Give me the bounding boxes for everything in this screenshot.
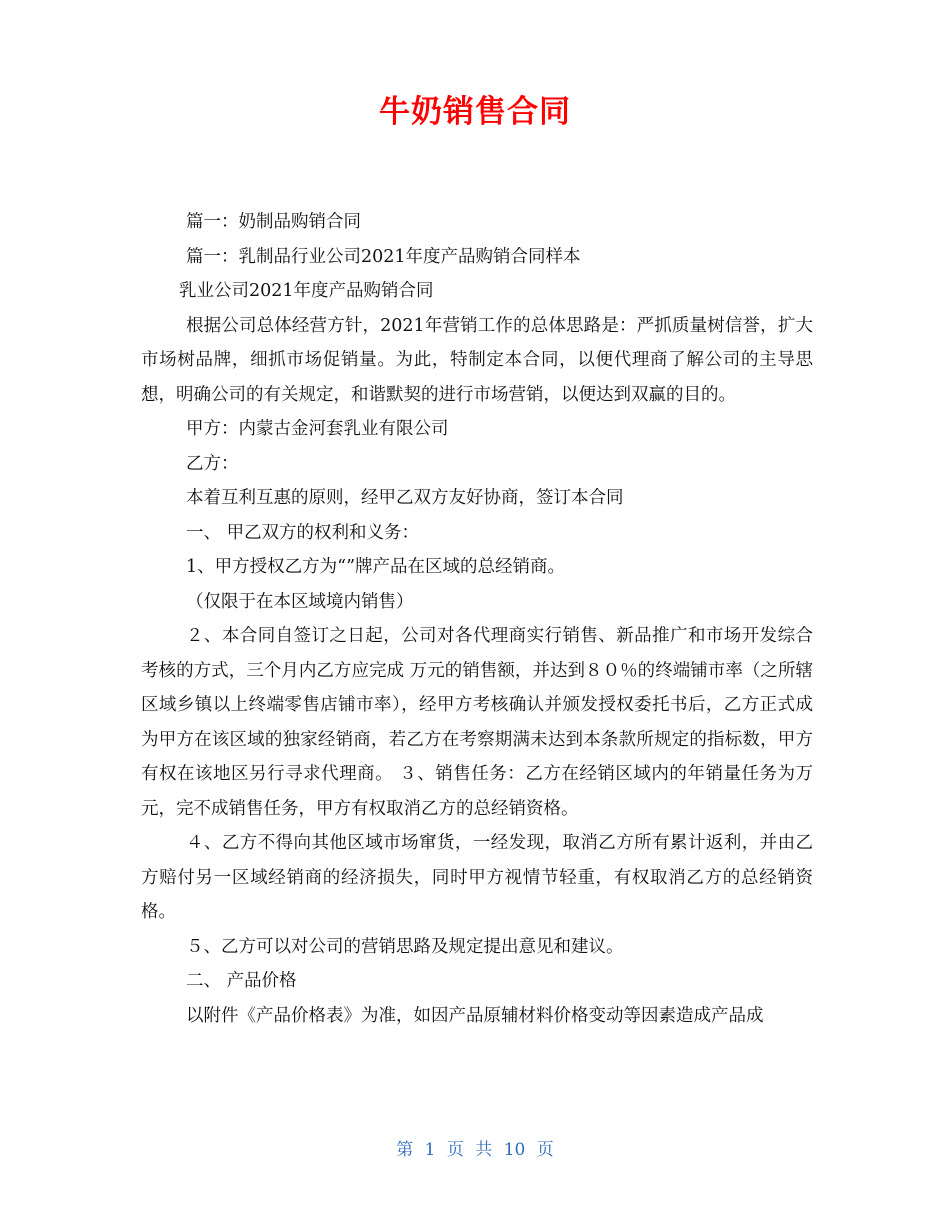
- paragraph-10: （仅限于在本区域境内销售）: [186, 591, 414, 612]
- paragraph-5: 甲方：内蒙古金河套乳业有限公司: [186, 419, 449, 439]
- document-body: [141, 205, 813, 1033]
- paragraph-3: 乳业公司2021年度产品购销合同: [179, 281, 434, 301]
- paragraph-12: ４、乙方不得向其他区域市场窜货，一经发现，取消乙方所有累计返利，并由乙方赔付另一区域经销商的经济损失，同时甲方视情节轻重，有权取消乙方的总经销资格。: [141, 833, 813, 922]
- paragraph-6: 乙方：: [186, 453, 239, 474]
- document-title: 牛奶销售合同: [379, 94, 571, 130]
- paragraph-2: 篇一：乳制品行业公司2021年度产品购销合同样本: [186, 246, 581, 267]
- page-number-footer: 第 1 页 共 10 页: [396, 1140, 554, 1160]
- paragraph-8: 一、 甲乙双方的权利和义务：: [186, 522, 420, 543]
- paragraph-13: ５、乙方可以对公司的营销思路及规定提出意见和建议。: [186, 936, 624, 957]
- paragraph-11: ２、本合同自签订之日起，公司对各代理商实行销售、新品推广和市场开发综合考核的方式，三个月内乙方应完成 万元的销售额，并达到８０％的终端铺市率（之所辖区域乡镇以上终端零售店铺市率），经甲方考核确认并颁发授权委托书后，乙方正式成为甲方在该区域的独家经销商，若乙方在考察期满未达到本条款所规定的指标数，甲方有权在该地区另行寻求代理商。 ３、销售任务：乙方在经销区域内的年销量任务为万元，完不成销售任务，甲方有权取消乙方的总经销资格。: [141, 626, 813, 819]
- paragraph-7: 本着互利互惠的原则，经甲乙双方友好协商，签订本合同: [186, 488, 624, 508]
- paragraph-9: 1、甲方授权乙方为“”牌产品在区域的总经销商。: [186, 557, 566, 577]
- paragraph-14: 二、 产品价格: [186, 971, 297, 991]
- paragraph-4: 根据公司总体经营方针，2021年营销工作的总体思路是：严抓质量树信誉，扩大市场树品牌，细抓市场促销量。为此，特制定本合同，以便代理商了解公司的主导思想，明确公司的有关规定，和谐默契的进行市场营销，以便达到双赢的目的。: [141, 315, 813, 405]
- paragraph-15: 以附件《产品价格表》为准，如因产品原辅材料价格变动等因素造成产品成: [186, 1005, 764, 1026]
- paragraph-1: 篇一：奶制品购销合同: [186, 212, 361, 232]
